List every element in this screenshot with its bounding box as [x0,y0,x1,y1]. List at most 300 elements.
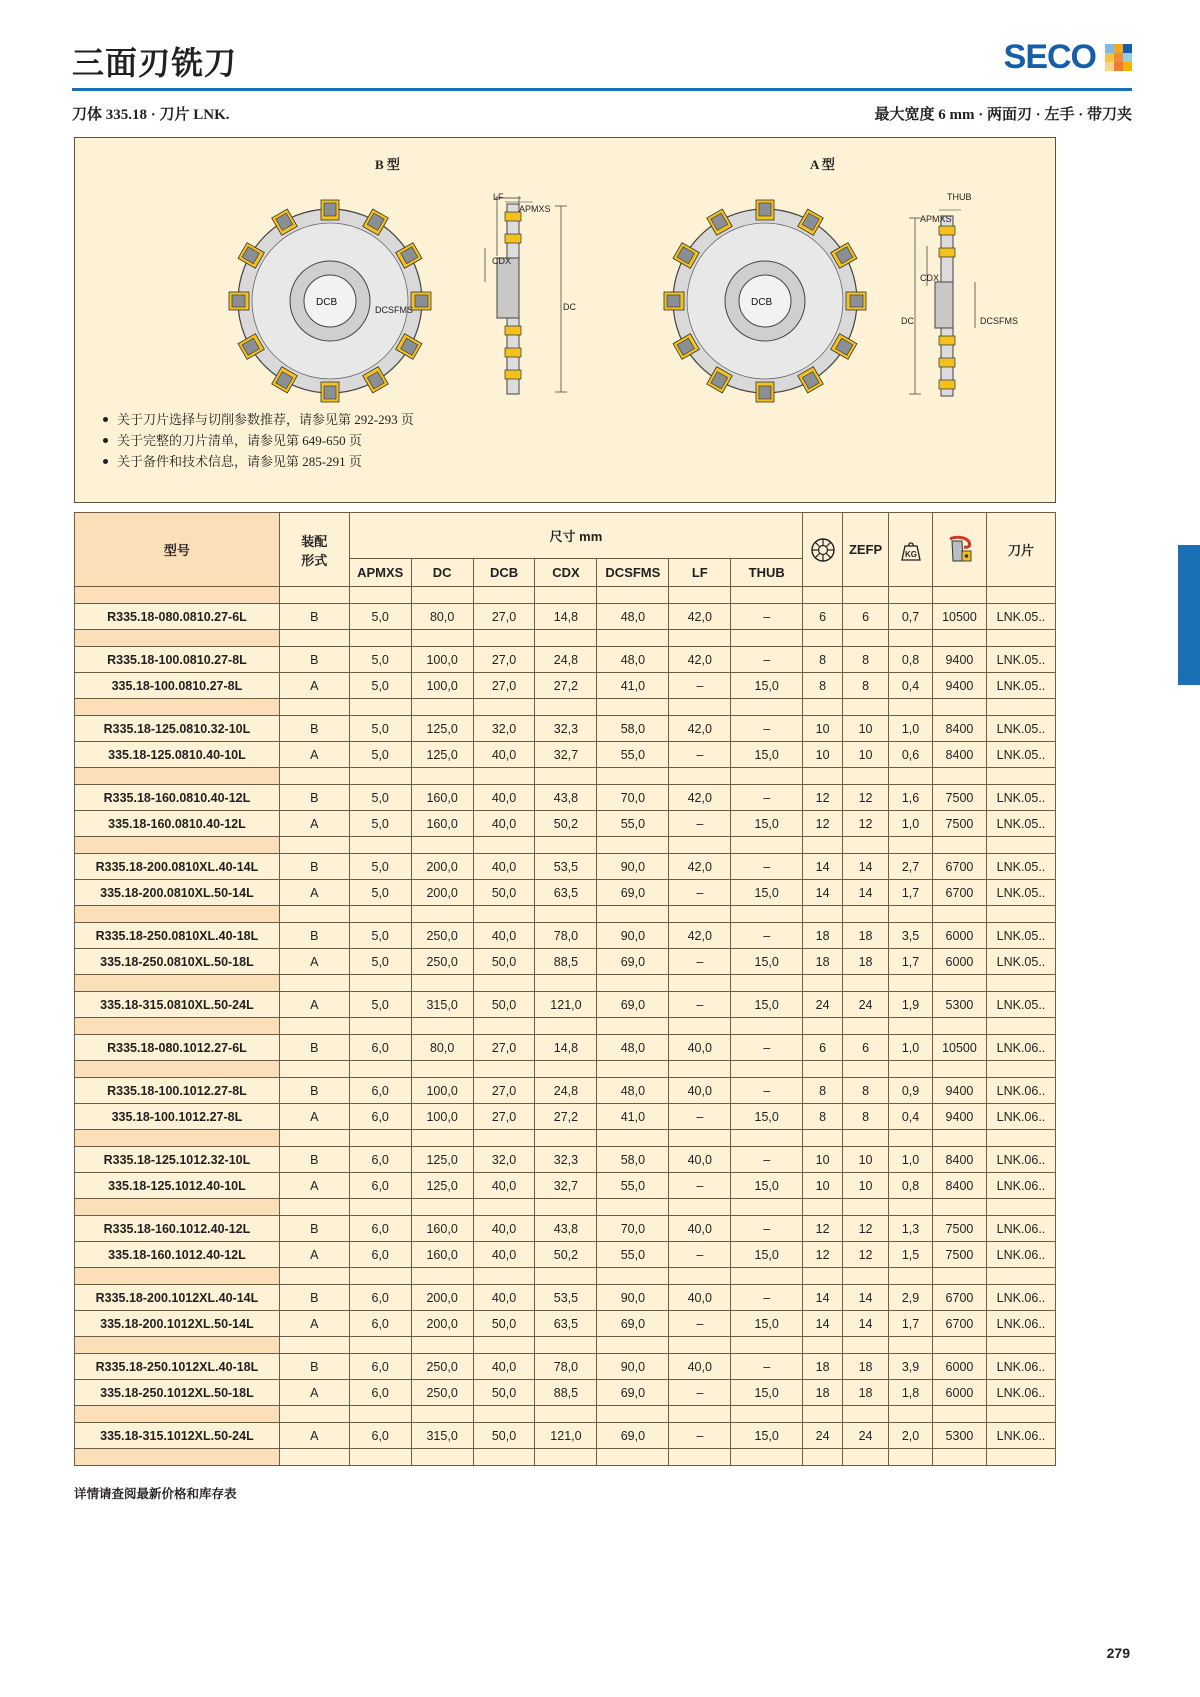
cell-teeth: 6 [803,1035,843,1061]
cell-dc: 200,0 [411,880,473,906]
table-row[interactable] [75,854,1056,880]
spacer-cell [803,1061,843,1078]
spacer-cell [843,975,889,992]
spacer-cell [731,768,803,785]
spacer-cell [279,1449,349,1466]
spacer-cell [597,1449,669,1466]
spacer-cell [279,699,349,716]
table-spacer-row [75,975,1056,992]
table-row[interactable] [75,1035,1056,1061]
cell-cdx: 27,2 [535,673,597,699]
cell-thub: 15,0 [731,811,803,837]
cell-lf: 42,0 [669,604,731,630]
table-row[interactable] [75,1216,1056,1242]
cell-zefp: 18 [843,923,889,949]
logo-swatch [1114,62,1123,71]
table-row[interactable] [75,1423,1056,1449]
table-spacer-row [75,837,1056,854]
spacer-cell [669,906,731,923]
spacer-cell [986,699,1055,716]
cell-apmxs: 5,0 [349,785,411,811]
cell-thub: – [731,1035,803,1061]
table-row[interactable] [75,604,1056,630]
spacer-cell [279,837,349,854]
cell-dcsfms: 69,0 [597,1311,669,1337]
spacer-cell [803,587,843,604]
dim-label-cdx-a: CDX [920,273,940,283]
spacer-cell [932,630,986,647]
cell-kg: 1,0 [889,1035,933,1061]
cutter-face-view-a [640,186,890,416]
spacer-cell [669,1449,731,1466]
spacer-cell [669,837,731,854]
cell-mount: A [279,742,349,768]
cell-insert: LNK.06.. [986,1311,1055,1337]
cell-dcsfms: 90,0 [597,1285,669,1311]
table-row[interactable] [75,785,1056,811]
spacer-cell [411,1018,473,1035]
spacer-cell [597,906,669,923]
table-row[interactable] [75,1078,1056,1104]
spacer-cell [535,1449,597,1466]
cell-zefp: 24 [843,992,889,1018]
col-header-zefp: ZEFP [843,513,889,587]
cell-dc: 250,0 [411,1380,473,1406]
spacer-model-cell [75,1337,280,1354]
cell-dc: 80,0 [411,604,473,630]
spacer-cell [932,1061,986,1078]
cell-thub: – [731,923,803,949]
spacer-cell [669,630,731,647]
cell-cdx: 32,3 [535,1147,597,1173]
spacer-cell [535,906,597,923]
cell-model: 335.18-160.1012.40-12L [75,1242,280,1268]
cell-apmxs: 6,0 [349,1354,411,1380]
logo-swatch [1105,62,1114,71]
spacer-cell [473,1337,535,1354]
logo-swatch [1123,44,1132,53]
cell-insert: LNK.05.. [986,949,1055,975]
cell-lf: 40,0 [669,1285,731,1311]
spacer-cell [411,630,473,647]
spacer-cell [803,699,843,716]
cell-rpm: 6000 [932,923,986,949]
table-spacer-row [75,768,1056,785]
cell-lf: 42,0 [669,716,731,742]
table-row[interactable] [75,1354,1056,1380]
cell-mount: B [279,1354,349,1380]
cell-model: 335.18-315.1012XL.50-24L [75,1423,280,1449]
spacer-cell [473,906,535,923]
svg-text:DCB: DCB [751,297,773,308]
cell-lf: 40,0 [669,1035,731,1061]
table-row[interactable] [75,992,1056,1018]
spacer-cell [279,1018,349,1035]
cell-dc: 100,0 [411,1078,473,1104]
spacer-cell [889,768,933,785]
cell-dc: 250,0 [411,923,473,949]
table-row[interactable] [75,1104,1056,1130]
spacer-cell [889,837,933,854]
cell-apmxs: 5,0 [349,811,411,837]
dim-label-dcsfms-a: DCSFMS [980,316,1018,326]
cell-rpm: 6700 [932,1311,986,1337]
cell-thub: 15,0 [731,1173,803,1199]
cell-dcsfms: 48,0 [597,1078,669,1104]
cell-lf: – [669,949,731,975]
spacer-cell [986,587,1055,604]
spacer-cell [279,587,349,604]
table-spacer-row [75,906,1056,923]
col-header-dimensions-group: 尺寸 mm [349,513,802,559]
cell-model: R335.18-160.0810.40-12L [75,785,280,811]
cell-thub: 15,0 [731,1104,803,1130]
table-row[interactable] [75,811,1056,837]
spacer-model-cell [75,1130,280,1147]
spacer-cell [473,768,535,785]
cell-dcsfms: 55,0 [597,1242,669,1268]
cell-kg: 3,5 [889,923,933,949]
table-row[interactable] [75,1147,1056,1173]
spacer-cell [889,1406,933,1423]
cell-dcsfms: 48,0 [597,647,669,673]
cell-model: R335.18-200.1012XL.40-14L [75,1285,280,1311]
spacer-cell [986,1199,1055,1216]
spacer-cell [889,587,933,604]
table-row[interactable] [75,1173,1056,1199]
spacer-cell [473,1449,535,1466]
cell-rpm: 9400 [932,1104,986,1130]
cell-rpm: 8400 [932,716,986,742]
cutter-face-view-b [205,186,455,416]
spacer-cell [986,630,1055,647]
cell-dcb: 40,0 [473,1173,535,1199]
cell-insert: LNK.05.. [986,742,1055,768]
col-header-apmxs: APMXS [349,559,411,587]
spacer-cell [279,1061,349,1078]
spacer-cell [986,837,1055,854]
cell-rpm: 6700 [932,854,986,880]
spacer-cell [349,587,411,604]
cell-teeth: 24 [803,992,843,1018]
cell-dcb: 40,0 [473,1242,535,1268]
spacer-cell [731,1018,803,1035]
bullet-item-1: 关于刀片选择与切削参数推荐，请参见第 292-293 页 [101,409,414,430]
spacer-cell [986,1406,1055,1423]
cell-zefp: 10 [843,1147,889,1173]
table-row[interactable] [75,716,1056,742]
page-title: 三面刃铣刀 [72,45,238,81]
cell-model: R335.18-100.1012.27-8L [75,1078,280,1104]
cell-lf: 42,0 [669,785,731,811]
spacer-cell [473,699,535,716]
cell-dcsfms: 48,0 [597,1035,669,1061]
cell-rpm: 5300 [932,1423,986,1449]
cell-dcb: 27,0 [473,647,535,673]
cell-mount: A [279,949,349,975]
cell-thub: 15,0 [731,880,803,906]
cell-rpm: 9400 [932,1078,986,1104]
spacer-cell [803,837,843,854]
table-row[interactable] [75,923,1056,949]
table-row[interactable] [75,1285,1056,1311]
cell-kg: 0,9 [889,1078,933,1104]
insert-clamp-icon [933,535,986,565]
header-rule [72,88,1132,91]
spacer-cell [986,975,1055,992]
table-spacer-row [75,699,1056,716]
spacer-cell [535,1061,597,1078]
col-header-weight [889,513,933,587]
mount-label-line1: 装配 [301,533,328,549]
svg-text:DCB: DCB [316,297,338,308]
table-row[interactable] [75,949,1056,975]
cell-teeth: 12 [803,1242,843,1268]
cutter-side-view-b [445,186,595,416]
spacer-cell [731,587,803,604]
type-b-label: B 型 [375,157,400,172]
cell-cdx: 32,3 [535,716,597,742]
spacer-cell [843,1268,889,1285]
cell-dcsfms: 58,0 [597,716,669,742]
cell-zefp: 6 [843,1035,889,1061]
spacer-cell [889,1061,933,1078]
spacer-cell [473,1130,535,1147]
spacer-cell [597,1061,669,1078]
cell-dcsfms: 55,0 [597,1173,669,1199]
spacer-cell [803,1268,843,1285]
cell-apmxs: 5,0 [349,604,411,630]
table-spacer-row [75,1061,1056,1078]
cell-lf: – [669,1311,731,1337]
spacer-cell [535,768,597,785]
spacer-model-cell [75,699,280,716]
spacer-cell [473,1406,535,1423]
cell-dc: 100,0 [411,647,473,673]
cell-zefp: 12 [843,1216,889,1242]
dim-label-thub-a: THUB [947,192,972,202]
cell-model: 335.18-250.1012XL.50-18L [75,1380,280,1406]
cell-apmxs: 5,0 [349,647,411,673]
spacer-cell [535,1199,597,1216]
logo-swatch [1123,62,1132,71]
cell-mount: A [279,673,349,699]
cell-dcsfms: 69,0 [597,1423,669,1449]
spacer-cell [535,837,597,854]
cell-kg: 0,7 [889,604,933,630]
spacer-cell [986,1449,1055,1466]
cell-apmxs: 6,0 [349,1173,411,1199]
spacer-cell [889,699,933,716]
cell-dc: 125,0 [411,742,473,768]
spacer-cell [597,1406,669,1423]
cell-lf: – [669,742,731,768]
cell-apmxs: 6,0 [349,1242,411,1268]
table-row[interactable] [75,1380,1056,1406]
cell-dcsfms: 90,0 [597,1354,669,1380]
cell-cdx: 53,5 [535,854,597,880]
table-body [75,587,1056,1466]
spacer-cell [597,1337,669,1354]
cell-cdx: 24,8 [535,1078,597,1104]
cell-lf: – [669,1423,731,1449]
cell-dc: 125,0 [411,716,473,742]
spacer-cell [731,975,803,992]
spacer-cell [731,1199,803,1216]
cell-model: R335.18-250.1012XL.40-18L [75,1354,280,1380]
cell-lf: – [669,1104,731,1130]
svg-text:KG: KG [904,549,917,559]
cell-kg: 1,7 [889,1311,933,1337]
table-row[interactable] [75,673,1056,699]
cell-teeth: 18 [803,949,843,975]
cell-model: 335.18-250.0810XL.50-18L [75,949,280,975]
spacer-cell [473,1199,535,1216]
spacer-cell [349,1130,411,1147]
cell-dcb: 40,0 [473,923,535,949]
spacer-cell [843,587,889,604]
cell-dcsfms: 69,0 [597,1380,669,1406]
cell-teeth: 10 [803,742,843,768]
spacer-cell [279,1130,349,1147]
spacer-cell [843,630,889,647]
cell-rpm: 8400 [932,742,986,768]
cell-thub: – [731,604,803,630]
spacer-cell [669,1061,731,1078]
cell-dc: 315,0 [411,1423,473,1449]
cell-rpm: 6700 [932,1285,986,1311]
logo-wordmark: SECO [1003,38,1096,76]
cell-teeth: 8 [803,673,843,699]
cell-thub: 15,0 [731,673,803,699]
spacer-cell [803,906,843,923]
spacer-cell [597,837,669,854]
spacer-cell [843,768,889,785]
cell-kg: 2,9 [889,1285,933,1311]
spacer-model-cell [75,1061,280,1078]
subtitle-right: 最大宽度 6 mm · 两面刃 · 左手 · 带刀夹 [874,107,1132,123]
cell-model: 335.18-200.1012XL.50-14L [75,1311,280,1337]
spacer-cell [597,975,669,992]
cell-thub: – [731,785,803,811]
cell-cdx: 24,8 [535,647,597,673]
cell-dc: 100,0 [411,673,473,699]
cell-kg: 1,0 [889,811,933,837]
cell-apmxs: 5,0 [349,742,411,768]
spacer-cell [411,1199,473,1216]
cell-apmxs: 6,0 [349,1380,411,1406]
cell-rpm: 8400 [932,1173,986,1199]
cell-insert: LNK.06.. [986,1147,1055,1173]
cell-mount: B [279,716,349,742]
cell-apmxs: 6,0 [349,1147,411,1173]
cell-rpm: 5300 [932,992,986,1018]
cell-zefp: 24 [843,1423,889,1449]
cell-zefp: 10 [843,742,889,768]
spacer-cell [731,837,803,854]
spacer-model-cell [75,1018,280,1035]
spacer-cell [535,1130,597,1147]
cell-cdx: 50,2 [535,1242,597,1268]
spacer-cell [986,1018,1055,1035]
cell-dc: 160,0 [411,1242,473,1268]
cell-apmxs: 5,0 [349,923,411,949]
cell-insert: LNK.06.. [986,1354,1055,1380]
cutter-teeth-icon [803,537,842,563]
spacer-cell [349,1406,411,1423]
spacer-cell [535,587,597,604]
spacer-cell [411,975,473,992]
spacer-model-cell [75,1406,280,1423]
spacer-cell [731,1406,803,1423]
table-row[interactable] [75,1311,1056,1337]
table-row[interactable] [75,880,1056,906]
cell-mount: B [279,1216,349,1242]
spacer-cell [597,587,669,604]
cell-insert: LNK.06.. [986,1380,1055,1406]
table-row[interactable] [75,647,1056,673]
cell-dcb: 40,0 [473,1216,535,1242]
cell-lf: 40,0 [669,1354,731,1380]
cell-thub: – [731,1078,803,1104]
spacer-cell [932,1199,986,1216]
cell-dc: 160,0 [411,811,473,837]
spacer-cell [669,1130,731,1147]
spacer-cell [669,1199,731,1216]
cell-dcb: 32,0 [473,716,535,742]
cell-cdx: 43,8 [535,1216,597,1242]
cell-insert: LNK.05.. [986,785,1055,811]
cell-zefp: 14 [843,854,889,880]
spacer-model-cell [75,1199,280,1216]
cell-dc: 160,0 [411,1216,473,1242]
cell-zefp: 8 [843,1104,889,1130]
cell-apmxs: 6,0 [349,1216,411,1242]
spacer-cell [803,630,843,647]
cell-teeth: 12 [803,811,843,837]
cell-mount: A [279,811,349,837]
cell-kg: 0,6 [889,742,933,768]
spacer-cell [349,630,411,647]
spacer-cell [803,768,843,785]
cell-insert: LNK.05.. [986,604,1055,630]
cell-apmxs: 5,0 [349,992,411,1018]
cell-teeth: 14 [803,880,843,906]
cell-dcb: 27,0 [473,604,535,630]
dim-label-dc-b: DC [563,302,576,312]
spacer-cell [986,768,1055,785]
cell-teeth: 8 [803,647,843,673]
seco-logo [1004,38,1132,77]
spacer-cell [843,837,889,854]
cell-rpm: 7500 [932,1216,986,1242]
table-row[interactable] [75,1242,1056,1268]
spacer-cell [889,906,933,923]
spacer-cell [349,1449,411,1466]
spacer-cell [349,1061,411,1078]
cell-mount: A [279,1380,349,1406]
cell-model: R335.18-080.0810.27-6L [75,604,280,630]
spacer-cell [803,975,843,992]
table-row[interactable] [75,742,1056,768]
spacer-cell [411,768,473,785]
cell-insert: LNK.06.. [986,1216,1055,1242]
cell-cdx: 63,5 [535,1311,597,1337]
cell-lf: 42,0 [669,854,731,880]
spacer-cell [889,975,933,992]
cell-insert: LNK.05.. [986,854,1055,880]
cell-dcsfms: 69,0 [597,949,669,975]
